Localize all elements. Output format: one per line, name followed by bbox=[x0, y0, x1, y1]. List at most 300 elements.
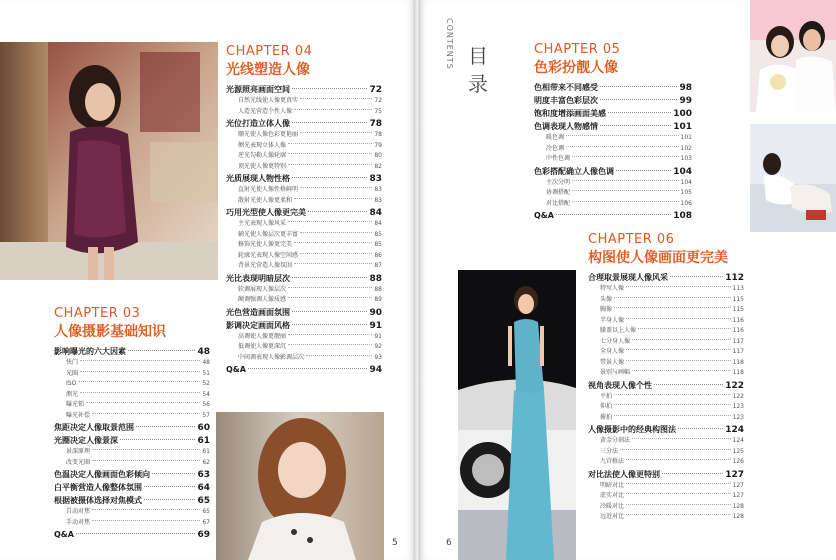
toc-entry-title: 饱和度增添画面美感 bbox=[534, 109, 606, 118]
toc-page-number: 84 bbox=[369, 208, 382, 218]
toc-page-number: 128 bbox=[732, 513, 744, 520]
toc-page-number: 127 bbox=[725, 469, 744, 480]
toc-page-number: 60 bbox=[197, 423, 210, 433]
toc-entry-title: 影响曝光的六大因素 bbox=[54, 347, 126, 356]
toc-page-number: 123 bbox=[732, 403, 744, 410]
toc-subentry bbox=[588, 392, 744, 403]
toc-subentry bbox=[534, 154, 692, 165]
toc-entry-title: 侧光表现立体人像 bbox=[238, 141, 287, 149]
toc-entry-title: 全身人像 bbox=[600, 348, 625, 355]
toc-entry-title: 特写人像 bbox=[600, 285, 625, 292]
toc-page-number: 101 bbox=[680, 134, 692, 141]
toc-page-number: 65 bbox=[197, 496, 210, 506]
toc-entry-title: 软调展现人像层次 bbox=[238, 285, 287, 293]
dot-leader bbox=[80, 360, 200, 361]
toc-entry-title: 修饰光使人像更完美 bbox=[238, 241, 293, 248]
dot-leader bbox=[600, 86, 677, 87]
toc-entry bbox=[226, 363, 382, 376]
toc-entry-title: 明度丰富色彩层次 bbox=[534, 96, 598, 105]
toc-entry-title: 色相带来不同感受 bbox=[534, 83, 598, 92]
toc-entry bbox=[226, 117, 382, 130]
dot-leader bbox=[632, 438, 731, 439]
toc-entry bbox=[534, 165, 692, 178]
toc-entry bbox=[588, 423, 744, 436]
dot-leader bbox=[614, 394, 731, 395]
mulu-char-2: 录 bbox=[468, 72, 488, 96]
portrait-photo-long-hair bbox=[216, 412, 384, 560]
toc-page-number: 124 bbox=[732, 437, 744, 444]
toc-entry-title: 虚实对比 bbox=[600, 492, 625, 499]
toc-entry-title: 冷色调 bbox=[546, 144, 565, 152]
toc-entry bbox=[54, 421, 210, 434]
toc-page-number: 82 bbox=[374, 162, 382, 170]
toc-subentry bbox=[588, 326, 744, 337]
toc-page-number: 125 bbox=[732, 447, 744, 455]
toc-page-number: 117 bbox=[732, 348, 744, 355]
toc-page-number: 85 bbox=[374, 241, 382, 248]
toc-subentry bbox=[534, 188, 692, 199]
dot-leader bbox=[144, 486, 195, 487]
toc-entry-title: 头像 bbox=[600, 295, 613, 303]
toc-page-number: 54 bbox=[202, 390, 210, 398]
toc-entry-title: 中性色调 bbox=[546, 155, 571, 162]
toc-page-number: 69 bbox=[197, 530, 210, 540]
toc-entry-title: 高调使人像更靓丽 bbox=[238, 332, 287, 340]
dot-leader bbox=[300, 232, 372, 233]
dot-leader bbox=[294, 242, 372, 243]
toc-page-number: 118 bbox=[732, 369, 744, 376]
toc-subentry bbox=[534, 178, 692, 189]
toc-subentry bbox=[226, 162, 382, 173]
dot-leader bbox=[128, 350, 195, 351]
toc-page-number: 52 bbox=[202, 380, 210, 387]
toc-page-number: 85 bbox=[374, 230, 382, 238]
toc-entry-title: 光色营造画面氛围 bbox=[226, 307, 290, 317]
dot-leader bbox=[626, 286, 731, 287]
toc-entry-title: 手动对焦 bbox=[66, 518, 91, 526]
toc-entry-title: 改变光圈 bbox=[66, 458, 91, 466]
toc-entry-title: 远近对比 bbox=[600, 513, 625, 520]
chapter-04-block bbox=[226, 44, 382, 376]
chapter-06-block bbox=[588, 232, 744, 523]
toc-subentry bbox=[226, 196, 382, 207]
toc-subentry bbox=[54, 458, 210, 469]
toc-subentry bbox=[226, 219, 382, 230]
dot-leader bbox=[288, 334, 372, 335]
toc-entry-title: Q&A bbox=[54, 530, 74, 539]
dot-leader bbox=[248, 368, 368, 369]
dot-leader bbox=[654, 384, 723, 385]
toc-entry-title: 硬调强调人像质感 bbox=[238, 296, 287, 303]
toc-page-number: 56 bbox=[202, 401, 210, 408]
toc-subentry bbox=[226, 107, 382, 118]
dot-leader bbox=[572, 156, 679, 157]
toc-subentry bbox=[226, 240, 382, 251]
toc-entry-title: 仰拍 bbox=[600, 403, 613, 410]
dot-leader bbox=[92, 413, 200, 414]
dot-leader bbox=[80, 392, 200, 393]
toc-page-number: 98 bbox=[679, 83, 692, 93]
toc-subentry bbox=[534, 133, 692, 144]
dot-leader bbox=[92, 509, 200, 510]
dot-leader bbox=[614, 307, 731, 308]
toc-entry-title: 俯拍 bbox=[600, 413, 613, 421]
toc-subentry bbox=[588, 457, 744, 468]
dot-leader bbox=[308, 211, 367, 212]
toc-page-number: 94 bbox=[369, 365, 382, 375]
dot-leader bbox=[626, 483, 731, 484]
dot-leader bbox=[152, 473, 195, 474]
dot-leader bbox=[632, 339, 731, 340]
dot-leader bbox=[120, 439, 195, 440]
page-number: 6 bbox=[446, 538, 452, 548]
toc-subentry bbox=[588, 502, 744, 513]
portrait-photo-purple-dress bbox=[0, 42, 218, 280]
toc-page-number: 65 bbox=[202, 508, 210, 515]
chapter-05-block bbox=[534, 42, 692, 222]
toc-page-number: 78 bbox=[374, 131, 382, 138]
toc-entry bbox=[226, 172, 382, 185]
toc-page-number: 88 bbox=[369, 273, 382, 284]
dot-leader bbox=[292, 277, 367, 278]
toc-entry-title: 直射光使人像性格鲜明 bbox=[238, 186, 299, 193]
dot-leader bbox=[92, 449, 200, 450]
beach-couple-photo bbox=[750, 124, 836, 232]
toc-entry bbox=[54, 481, 210, 494]
toc-entry bbox=[54, 494, 210, 507]
toc-entry bbox=[534, 94, 692, 107]
toc-page-number: 128 bbox=[732, 502, 744, 510]
toc-entry bbox=[54, 468, 210, 481]
toc-entry bbox=[54, 345, 210, 358]
contents-vertical-label: CONTENTS bbox=[445, 18, 454, 70]
toc-page-number: 86 bbox=[374, 251, 382, 259]
toc-page-number: 108 bbox=[673, 211, 692, 221]
toc-subentry bbox=[226, 96, 382, 107]
dot-leader bbox=[626, 493, 731, 494]
toc-page-number: 117 bbox=[732, 337, 744, 345]
toc-page-number: 78 bbox=[369, 119, 382, 129]
toc-subentry bbox=[588, 481, 744, 492]
model-car-photo bbox=[458, 270, 576, 560]
right-page bbox=[420, 0, 836, 560]
toc-entry-title: 背景光营造人像氛围 bbox=[238, 262, 293, 269]
toc-page-number: 112 bbox=[725, 273, 744, 283]
toc-subentry bbox=[54, 379, 210, 390]
toc-subentry bbox=[588, 491, 744, 502]
toc-page-number: 122 bbox=[725, 380, 744, 391]
toc-entry bbox=[226, 272, 382, 285]
toc-entry-title: 快门 bbox=[66, 359, 79, 366]
toc-entry-title: 主光表现人像风采 bbox=[238, 220, 287, 227]
dot-leader bbox=[92, 460, 200, 461]
dot-leader bbox=[300, 187, 372, 188]
toc-entry-title: 低调使人像更深沉 bbox=[238, 343, 287, 350]
dot-leader bbox=[566, 146, 679, 147]
toc-entry bbox=[534, 107, 692, 120]
toc-page-number: 67 bbox=[202, 518, 210, 526]
toc-entry-title: 散射光使人像更柔和 bbox=[238, 196, 293, 204]
toc-entry-title: 主次分明 bbox=[546, 178, 571, 186]
toc-page-number: 62 bbox=[202, 458, 210, 466]
toc-entry-title: 人像摄影中的经典构图法 bbox=[588, 425, 676, 434]
toc-entry-title: 膝盖以上人像 bbox=[600, 327, 637, 334]
dot-leader bbox=[556, 214, 671, 215]
toc-entry-title: 影调决定画面风格 bbox=[226, 320, 290, 330]
dot-leader bbox=[294, 198, 372, 199]
toc-subentry bbox=[226, 130, 382, 141]
dot-leader bbox=[300, 98, 372, 99]
toc-subentry bbox=[226, 285, 382, 296]
toc-subentry bbox=[54, 358, 210, 369]
dot-leader bbox=[292, 311, 367, 312]
toc-entry-title: 视角表现人像个性 bbox=[588, 380, 652, 390]
toc-subentry bbox=[588, 337, 744, 348]
toc-entry-title: 对比搭配 bbox=[546, 199, 571, 207]
toc-entry bbox=[534, 81, 692, 94]
toc-page-number: 83 bbox=[369, 174, 382, 184]
dot-leader bbox=[572, 180, 679, 181]
toc-subentry bbox=[54, 390, 210, 401]
dot-leader bbox=[620, 449, 731, 450]
dot-leader bbox=[678, 428, 723, 429]
toc-entry-title: 色彩搭配确立人像色调 bbox=[534, 166, 614, 176]
toc-subentry bbox=[588, 512, 744, 523]
dot-leader bbox=[300, 132, 372, 133]
toc-page-number: 105 bbox=[680, 189, 692, 196]
toc-entry-title: 轮廓光表现人像空间感 bbox=[238, 251, 299, 259]
toc-entry-title: 色温决定人像画面色彩倾向 bbox=[54, 470, 150, 479]
dot-leader bbox=[288, 221, 372, 222]
couple-wedding-photo bbox=[750, 0, 836, 112]
chapter-label: CHAPTER 04 bbox=[226, 44, 313, 59]
toc-page-number: 106 bbox=[680, 199, 692, 207]
dot-leader bbox=[566, 135, 679, 136]
dot-leader bbox=[306, 355, 372, 356]
toc-page-number: 118 bbox=[732, 358, 744, 366]
toc-page-number: 83 bbox=[374, 186, 382, 193]
toc-subentry bbox=[226, 342, 382, 353]
dot-leader bbox=[614, 297, 731, 298]
toc-page-number: 84 bbox=[374, 220, 382, 227]
dot-leader bbox=[300, 253, 372, 254]
dot-leader bbox=[638, 328, 731, 329]
chapter-label: CHAPTER 06 bbox=[588, 232, 675, 247]
toc-page-number: 99 bbox=[679, 96, 692, 106]
dot-leader bbox=[288, 287, 372, 288]
chapter-title: 构图使人像画面更完美 bbox=[588, 250, 728, 266]
toc-entry-title: 三分法 bbox=[600, 447, 619, 455]
toc-entry-title: Q&A bbox=[226, 365, 246, 374]
dot-leader bbox=[616, 170, 671, 171]
toc-page-number: 102 bbox=[680, 144, 692, 152]
chapter-title: 人像摄影基础知识 bbox=[54, 324, 166, 340]
toc-entry-title: 合理取景展现人像风采 bbox=[588, 273, 668, 282]
dot-leader bbox=[136, 426, 195, 427]
dot-leader bbox=[92, 520, 200, 521]
dot-leader bbox=[288, 153, 372, 154]
toc-page-number: 91 bbox=[369, 320, 382, 331]
toc-subentry bbox=[588, 413, 744, 424]
dot-leader bbox=[294, 263, 372, 264]
dot-leader bbox=[600, 125, 671, 126]
dot-leader bbox=[626, 504, 731, 505]
toc-subentry bbox=[226, 141, 382, 152]
toc-page-number: 72 bbox=[374, 97, 382, 104]
toc-entry-title: 七分身人像 bbox=[600, 337, 631, 345]
toc-page-number: 87 bbox=[374, 262, 382, 269]
toc-list bbox=[54, 345, 210, 541]
toc-entry-title: 测光 bbox=[66, 390, 79, 398]
toc-page-number: 116 bbox=[732, 327, 744, 334]
toc-entry-title: 白平衡营造人像整体氛围 bbox=[54, 483, 142, 492]
toc-entry-title: 景深原理 bbox=[66, 448, 91, 455]
toc-entry-title: 冷暖对比 bbox=[600, 502, 625, 510]
toc-entry-title: 对比法使人像更特别 bbox=[588, 469, 660, 479]
toc-page-number: 75 bbox=[374, 107, 382, 115]
toc-page-number: 116 bbox=[732, 316, 744, 324]
toc-page-number: 103 bbox=[680, 155, 692, 162]
toc-subentry bbox=[588, 447, 744, 458]
toc-subentry bbox=[588, 284, 744, 295]
dot-leader bbox=[614, 404, 731, 405]
toc-page-number: 93 bbox=[374, 353, 382, 361]
toc-subentry bbox=[226, 295, 382, 306]
toc-page-number: 61 bbox=[197, 436, 210, 446]
toc-page-number: 104 bbox=[680, 178, 692, 186]
toc-entry-title: 自然光线使人像更真实 bbox=[238, 97, 299, 104]
toc-entry-title: 协调搭配 bbox=[546, 189, 571, 196]
dot-leader bbox=[292, 88, 367, 89]
toc-list bbox=[588, 271, 744, 523]
dot-leader bbox=[662, 473, 723, 474]
chapter-label: CHAPTER 05 bbox=[534, 42, 621, 57]
dot-leader bbox=[288, 297, 372, 298]
toc-page-number: 88 bbox=[374, 285, 382, 293]
toc-entry-title: 光质展现人物性格 bbox=[226, 174, 290, 183]
dot-leader bbox=[80, 371, 200, 372]
toc-entry-title: 平拍 bbox=[600, 392, 613, 400]
dot-leader bbox=[626, 459, 731, 460]
toc-entry-title: 九宫格法 bbox=[600, 458, 625, 465]
dot-leader bbox=[572, 190, 679, 191]
toc-list bbox=[534, 81, 692, 222]
toc-entry bbox=[226, 306, 382, 319]
toc-entry-title: 光比表现明暗层次 bbox=[226, 273, 290, 283]
toc-page-number: 126 bbox=[732, 458, 744, 465]
toc-page-number: 51 bbox=[202, 369, 210, 377]
toc-entry-title: 顶光使人像更特别 bbox=[238, 162, 287, 170]
toc-entry-title: 光源照亮画面空间 bbox=[226, 85, 290, 94]
toc-entry-title: 带景人像 bbox=[600, 358, 625, 366]
toc-entry bbox=[588, 468, 744, 481]
toc-subentry bbox=[588, 368, 744, 379]
toc-entry bbox=[226, 319, 382, 332]
toc-subentry bbox=[588, 402, 744, 413]
dot-leader bbox=[288, 344, 372, 345]
toc-entry-title: 焦距决定人像取景范围 bbox=[54, 423, 134, 432]
toc-page-number: 79 bbox=[374, 141, 382, 149]
toc-entry-title: 人造光营造个性人像 bbox=[238, 107, 293, 115]
toc-page-number: 92 bbox=[374, 343, 382, 350]
toc-entry-title: 巧用光型使人像更完美 bbox=[226, 208, 306, 217]
dot-leader bbox=[292, 177, 367, 178]
chapter-label: CHAPTER 03 bbox=[54, 306, 141, 321]
page-number: 5 bbox=[392, 538, 398, 548]
toc-entry-title: 暖色调 bbox=[546, 134, 565, 141]
toc-entry bbox=[226, 206, 382, 219]
toc-subentry bbox=[54, 369, 210, 380]
toc-subentry bbox=[588, 347, 744, 358]
toc-page-number: 124 bbox=[725, 425, 744, 435]
toc-page-number: 57 bbox=[202, 411, 210, 419]
toc-page-number: 48 bbox=[197, 347, 210, 357]
toc-entry-title: 色调表现人物感情 bbox=[534, 122, 598, 131]
toc-entry-title: 胸像 bbox=[600, 306, 613, 313]
dot-leader bbox=[670, 276, 723, 277]
toc-page-number: 91 bbox=[374, 332, 382, 340]
toc-entry-title: 顺光使人像色彩更艳丽 bbox=[238, 131, 299, 138]
toc-entry-title: ISO bbox=[66, 380, 77, 387]
toc-entry-title: 辅光使人像层次更丰富 bbox=[238, 230, 299, 238]
dot-leader bbox=[626, 514, 731, 515]
toc-subentry bbox=[534, 199, 692, 210]
toc-entry-title: 根据被摄体选择对焦模式 bbox=[54, 496, 142, 505]
dot-leader bbox=[626, 349, 731, 350]
dot-leader bbox=[294, 109, 372, 110]
dot-leader bbox=[632, 370, 731, 371]
toc-subentry bbox=[534, 144, 692, 155]
toc-subentry bbox=[588, 305, 744, 316]
toc-entry-title: 黄金分割法 bbox=[600, 437, 631, 444]
toc-entry-title: 景别与画幅 bbox=[600, 369, 631, 376]
toc-page-number: 63 bbox=[197, 470, 210, 480]
dot-leader bbox=[608, 112, 671, 113]
toc-page-number: 123 bbox=[732, 413, 744, 421]
toc-page-number: 122 bbox=[732, 392, 744, 400]
toc-page-number: 61 bbox=[202, 448, 210, 455]
toc-page-number: 100 bbox=[673, 109, 692, 119]
toc-subentry bbox=[54, 507, 210, 518]
dot-leader bbox=[626, 360, 731, 361]
dot-leader bbox=[600, 99, 677, 100]
dot-leader bbox=[78, 381, 200, 382]
toc-page-number: 115 bbox=[732, 295, 744, 303]
toc-subentry bbox=[226, 151, 382, 162]
dot-leader bbox=[572, 201, 679, 202]
toc-page-number: 127 bbox=[732, 492, 744, 499]
toc-entry-title: Q&A bbox=[534, 211, 554, 220]
toc-subentry bbox=[226, 230, 382, 241]
toc-subentry bbox=[54, 411, 210, 422]
toc-page-number: 89 bbox=[374, 296, 382, 303]
toc-page-number: 101 bbox=[673, 122, 692, 132]
toc-entry-title: 光位打造立体人像 bbox=[226, 119, 290, 128]
toc-entry-title: 曝光补偿 bbox=[66, 411, 91, 419]
toc-subentry bbox=[226, 185, 382, 196]
toc-subentry bbox=[226, 261, 382, 272]
dot-leader bbox=[614, 415, 731, 416]
toc-subentry bbox=[226, 353, 382, 364]
toc-page-number: 90 bbox=[369, 307, 382, 318]
toc-entry bbox=[534, 209, 692, 222]
toc-subentry bbox=[588, 295, 744, 306]
toc-entry-title: 光圈决定人像景深 bbox=[54, 436, 118, 445]
dot-leader bbox=[86, 402, 200, 403]
toc-page-number: 115 bbox=[732, 306, 744, 313]
toc-entry-title: 曝光锁 bbox=[66, 401, 85, 408]
mulu-heading bbox=[466, 42, 490, 98]
